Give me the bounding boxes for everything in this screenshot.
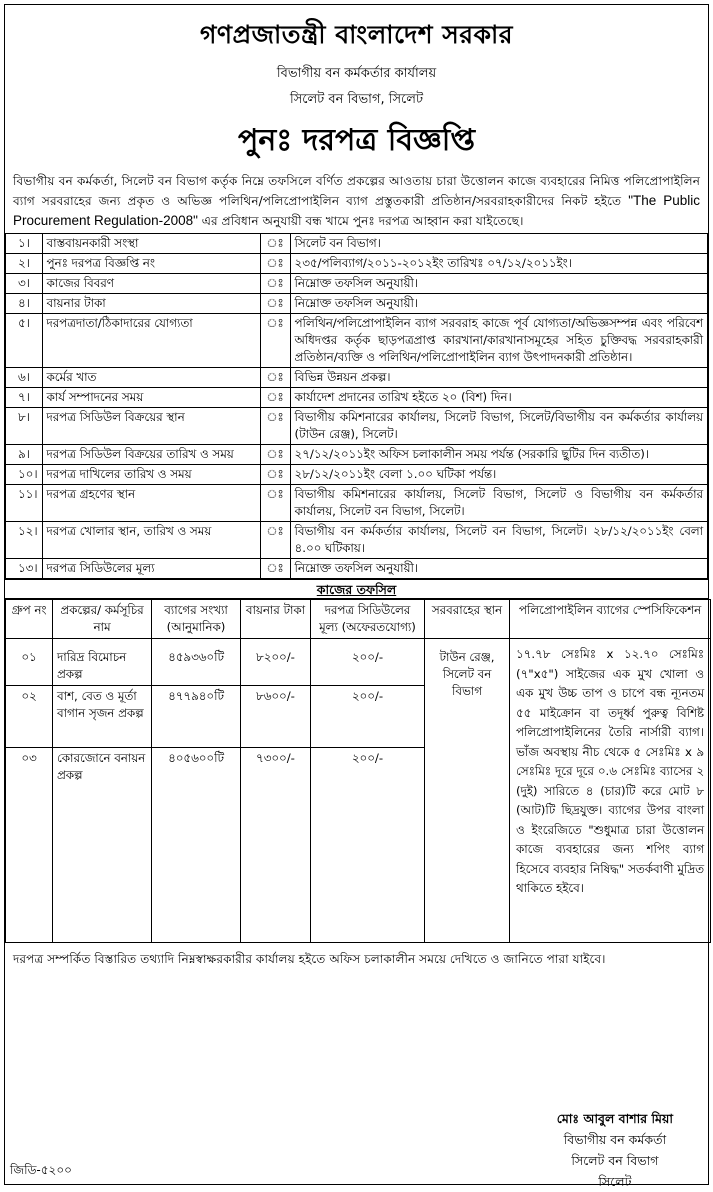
schedule-row: [6, 639, 711, 686]
info-label: দরপত্র দাখিলের তারিখ ও সময়: [42, 465, 260, 485]
header-project: প্রকল্পের/ কর্মসূচির নাম: [53, 600, 152, 639]
schedule-price: ২০০/-: [311, 639, 425, 686]
officer-name: মোঃ আবুল বাশার মিয়া: [556, 1111, 673, 1126]
info-colon: ঃ: [260, 485, 290, 522]
group-number: ০২: [6, 686, 53, 748]
info-serial: ১১।: [6, 485, 43, 522]
info-row: [6, 234, 708, 254]
info-value: নিম্নোক্ত তফসিল অনুযায়ী।: [290, 274, 707, 294]
officer-designation: বিভাগীয় বন কর্মকর্তা: [563, 1132, 667, 1147]
info-row: [6, 465, 708, 485]
info-row: [6, 445, 708, 465]
info-colon: ঃ: [260, 368, 290, 388]
info-label: দরপত্র সিডিউল বিক্রয়ের তারিখ ও সময়: [42, 445, 260, 465]
header-bags: ব্যাগের সংখ্যা (আনুমানিক): [152, 600, 241, 639]
info-colon: ঃ: [260, 559, 290, 579]
info-label: কাজের বিবরণ: [42, 274, 260, 294]
project-name: বাশ, বেত ও মূর্তা বাগান সৃজন প্রকল্প: [53, 686, 152, 748]
header-price: দরপত্র সিডিউলের মূল্য (অফেরতযোগ্য): [311, 600, 425, 639]
info-label: কর্মের খাত: [42, 368, 260, 388]
intro-paragraph: [5, 167, 708, 231]
info-label: দরপত্রদাতা/ঠিকাদারের যোগ্যতা: [42, 314, 260, 368]
info-serial: ৩।: [6, 274, 43, 294]
info-label: বায়নার টাকা: [42, 294, 260, 314]
header-earnest: বায়নার টাকা: [241, 600, 311, 639]
tender-notice: [4, 4, 709, 1185]
info-serial: ১০।: [6, 465, 43, 485]
info-row: [6, 559, 708, 579]
division-name: সিলেট বন বিভাগ, সিলেট: [289, 92, 424, 107]
info-serial: ৮।: [6, 408, 43, 445]
info-colon: ঃ: [260, 408, 290, 445]
info-value: ২৮/১২/২০১১ইং বেলা ১.০০ ঘটিকা পর্যন্ত।: [290, 465, 707, 485]
bag-count: ৪৭৭৯৪০টি: [152, 686, 241, 748]
info-serial: ২।: [6, 254, 43, 274]
header-group: গ্রুপ নং: [6, 600, 53, 639]
schedule-title: কাজের তফসিল: [5, 579, 708, 599]
info-colon: ঃ: [260, 234, 290, 254]
info-label: পুনঃ দরপত্র বিজ্ঞপ্তি নং: [42, 254, 260, 274]
header-place: সরবরাহের স্থান: [425, 600, 510, 639]
info-value: বিভাগীয় কমিশনারের কার্যালয়, সিলেট বিভাগ, সিলেট/বিভাগীয় বন কর্মকর্তার কার্যালয় (টাউন রেঞ্জ), সিলেট।: [290, 408, 707, 445]
info-value: কার্যাদেশ প্রদানের তারিখ হইতে ২০ (বিশ) দিন।: [290, 388, 707, 408]
notice-title: পুনঃ দরপত্র বিজ্ঞপ্তি: [237, 123, 476, 158]
info-value: সিলেট বন বিভাগ।: [290, 234, 707, 254]
bag-specification: ১৭.৭৮ সেঃমিঃ x ১২.৭০ সেঃমিঃ (৭"x৫") সাইজের এক মুখ খোলা ও এক মুখ উচ্চ তাপ ও চাপে বন্ধ ন্যূনতম ৫৫ মাইক্রোন বা তদূর্ধ্ব পুরুত্ব বিশিষ্ট পলিপ্রোপাইলিনের তৈরি নার্সারী ব্যাগ। ভাঁজ অবস্থায় নীচ থেকে ৫ সেঃমিঃ x ৯ সেঃমিঃ দূরে দূরে ০.৬ সেঃমিঃ ব্যাসের ২ (দুই) সারিতে ৪ (চার)টি করে মোট ৮ (আট)টি ছিদ্রযুক্ত। ব্যাগের উপর বাংলা ও ইংরেজিতে "শুধুমাত্র চারা উত্তোলন কাজে ব্যবহারের জন্য শপিং ব্যাগ হিসেবে ব্যবহার নিষিদ্ধ" সতর্কবাণী মুদ্রিত থাকিতে হইবে।: [510, 639, 711, 943]
project-name: কোরজোনে বনায়ন প্রকল্প: [53, 748, 152, 943]
schedule-price: ২০০/-: [311, 748, 425, 943]
info-serial: ৫।: [6, 314, 43, 368]
info-row: [6, 368, 708, 388]
intro-text-1: বিভাগীয় বন কর্মকর্তা, সিলেট বন বিভাগ কর্তৃক নিম্নে তফসিলে বর্ণিত প্রকল্পের আওতায় চারা উত্তোলন কাজে ব্যবহারের নিমিত্ত পলিপ্রোপাইলিন ব্যাগ সরবরাহের জন্য প্রকৃত ও অভিজ্ঞ পলিথিন/পলিপ্রোপাইলিন ব্যাগ প্রস্তুতকারী প্রতিষ্ঠান/সরবরাহকারীদের নিকট হইতে: [13, 174, 700, 208]
bag-count: ৪৫৯৩৬০টি: [152, 639, 241, 686]
info-colon: ঃ: [260, 314, 290, 368]
info-colon: ঃ: [260, 274, 290, 294]
info-colon: ঃ: [260, 388, 290, 408]
info-serial: ৬।: [6, 368, 43, 388]
info-table: [5, 233, 708, 579]
schedule-header-row: [6, 600, 711, 639]
info-label: দরপত্র খোলার স্থান, তারিখ ও সময়: [42, 522, 260, 559]
info-row: [6, 274, 708, 294]
info-colon: ঃ: [260, 465, 290, 485]
info-row: [6, 388, 708, 408]
group-number: ০১: [6, 639, 53, 686]
info-value: পলিথিন/পলিপ্রোপাইলিন ব্যাগ সরবরাহ কাজে পূর্ব যোগ্যতা/অভিজ্ঞসম্পন্ন এবং পরিবেশ অধিদপ্তর কর্তৃক ছাড়পত্রপ্রাপ্ত কারখানা/কারখানাসমূহের সহিত চুক্তিবদ্ধ সরবরাহকারী প্রতিষ্ঠান/ব্যক্তি ও পলিথিন/পলিপ্রোপাইলিন ব্যাগ উৎপাদনকারী প্রতিষ্ঠান।: [290, 314, 707, 368]
info-value: নিম্নোক্ত তফসিল অনুযায়ী।: [290, 559, 707, 579]
info-row: [6, 408, 708, 445]
info-colon: ঃ: [260, 445, 290, 465]
info-serial: ১।: [6, 234, 43, 254]
info-value: বিভাগীয় বন কর্মকর্তার কার্যালয়, সিলেট বন বিভাগ, সিলেট। ২৮/১২/২০১১ইং বেলা ৪.০০ ঘটিকায়।: [290, 522, 707, 559]
info-label: দরপত্র গ্রহণের স্থান: [42, 485, 260, 522]
supply-place: টাউন রেঞ্জ, সিলেট বন বিভাগ: [425, 639, 510, 943]
info-value: বিভিন্ন উন্নয়ন প্রকল্প।: [290, 368, 707, 388]
officer-city: সিলেট: [598, 1174, 632, 1189]
info-serial: ১৩।: [6, 559, 43, 579]
info-row: [6, 522, 708, 559]
info-label: দরপত্র সিডিউলের মূল্য: [42, 559, 260, 579]
earnest-money: ৭৩০০/-: [241, 748, 311, 943]
footer-note: দরপত্র সম্পর্কিত বিস্তারিত তথ্যাদি নিম্নস্বাক্ষরকারীর কার্যালয় হইতে অফিস চলাকালীন সময়ে দেখিতে ও জানিতে পারা যাইবে।: [13, 952, 606, 966]
office-name: বিভাগীয় বন কর্মকর্তার কার্যালয়: [276, 66, 437, 81]
intro-text-2: এর প্রবিধান অনুযায়ী বন্ধ খামে পুনঃ দরপত্র আহ্বান করা যাইতেছে।: [197, 214, 524, 228]
info-row: [6, 294, 708, 314]
info-serial: ৭।: [6, 388, 43, 408]
bag-count: ৪০৫৬০০টি: [152, 748, 241, 943]
earnest-money: ৮২০০/-: [241, 639, 311, 686]
regulation-name: "The Public Procurement Regulation-2008": [13, 193, 700, 228]
notice-header: [5, 15, 708, 167]
info-label: কার্য সম্পাদনের সময়: [42, 388, 260, 408]
schedule-price: ২০০/-: [311, 686, 425, 748]
info-colon: ঃ: [260, 294, 290, 314]
info-serial: ৯।: [6, 445, 43, 465]
info-label: বাস্তবায়নকারী সংস্থা: [42, 234, 260, 254]
group-number: ০৩: [6, 748, 53, 943]
info-serial: ৪।: [6, 294, 43, 314]
info-serial: ১২।: [6, 522, 43, 559]
officer-division: সিলেট বন বিভাগ: [571, 1153, 659, 1168]
header-spec: পলিপ্রোপাইলিন ব্যাগের স্পেসিফিকেশন: [510, 600, 711, 639]
schedule-table: [5, 599, 711, 943]
info-value: নিম্নোক্ত তফসিল অনুযায়ী।: [290, 294, 707, 314]
gd-number: জিডি-৫২০০: [10, 1163, 72, 1177]
signature-block: [557, 1108, 673, 1192]
info-colon: ঃ: [260, 254, 290, 274]
info-value: বিভাগীয় কমিশনারের কার্যালয়, সিলেট বিভাগ, সিলেট ও বিভাগীয় বন কর্মকর্তার কার্যালয়, সিলেট বন বিভাগ, সিলেট।: [290, 485, 707, 522]
earnest-money: ৮৬০০/-: [241, 686, 311, 748]
government-title: গণপ্রজাতন্ত্রী বাংলাদেশ সরকার: [200, 20, 513, 49]
info-value: ২৩৫/পলিব্যাগ/২০১১-২০১২ইং তারিখঃ ০৭/১২/২০১১ইং।: [290, 254, 707, 274]
info-row: [6, 314, 708, 368]
info-row: [6, 254, 708, 274]
info-colon: ঃ: [260, 522, 290, 559]
info-label: দরপত্র সিডিউল বিক্রয়ের স্থান: [42, 408, 260, 445]
project-name: দারিদ্র বিমোচন প্রকল্প: [53, 639, 152, 686]
info-row: [6, 485, 708, 522]
info-value: ২৭/১২/২০১১ইং অফিস চলাকালীন সময় পর্যন্ত (সরকারি ছুটির দিন ব্যতীত)।: [290, 445, 707, 465]
